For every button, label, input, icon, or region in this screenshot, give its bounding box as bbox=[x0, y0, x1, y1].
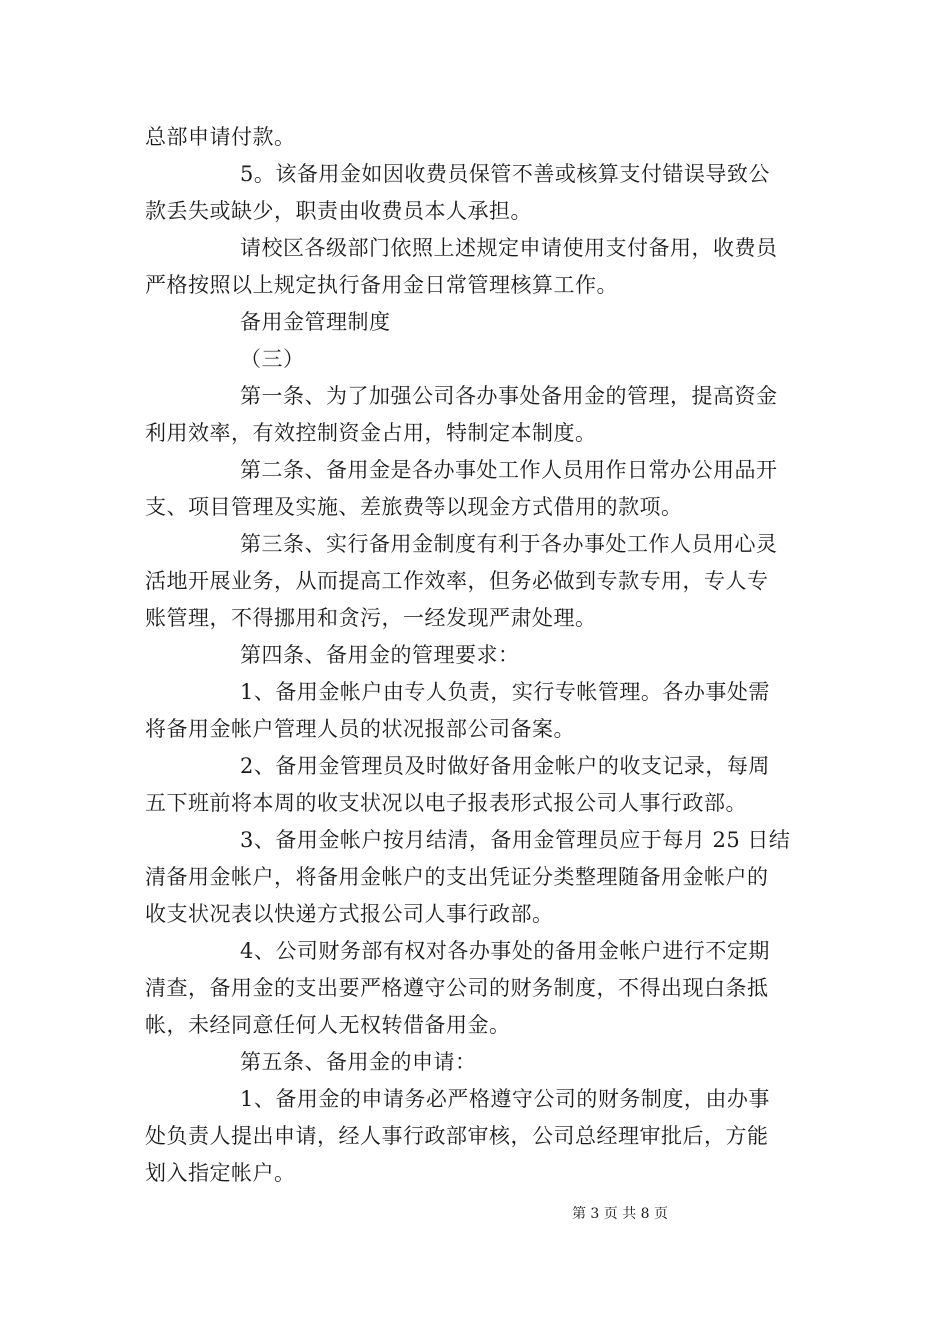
text-line: 第四条、备用金的管理要求： bbox=[240, 643, 520, 667]
page-number: 第 3 页 共 8 页 bbox=[571, 1206, 669, 1222]
text-line: 第三条、实行备用金制度有利于各办事处工作人员用心灵 bbox=[240, 532, 778, 556]
section-subtitle: （三） bbox=[240, 347, 305, 371]
text-line: 活地开展业务，从而提高工作效率，但务必做到专款专用，专人专 bbox=[145, 569, 769, 593]
section-title: 备用金管理制度 bbox=[240, 310, 391, 334]
text-line: 第一条、为了加强公司各办事处备用金的管理，提高资金 bbox=[240, 384, 778, 408]
text-line: 账管理，不得挪用和贪污，一经发现严肃处理。 bbox=[145, 606, 597, 630]
text-line: 请校区各级部门依照上述规定申请使用支付备用，收费员 bbox=[240, 236, 778, 260]
text-line: 1、备用金帐户由专人负责，实行专帐管理。各办事处需 bbox=[240, 680, 770, 704]
text-line: 收支状况表以快递方式报公司人事行政部。 bbox=[145, 902, 554, 926]
text-line: 2、备用金管理员及时做好备用金帐户的收支记录，每周 bbox=[240, 754, 770, 778]
text-line: 第二条、备用金是各办事处工作人员用作日常办公用品开 bbox=[240, 458, 778, 482]
text-line: 1、备用金的申请务必严格遵守公司的财务制度，由办事 bbox=[240, 1087, 770, 1111]
text-line: 款丢失或缺少，职责由收费员本人承担。 bbox=[145, 199, 532, 223]
text-line: 清查，备用金的支出要严格遵守公司的财务制度，不得出现白条抵 bbox=[145, 976, 769, 1000]
text-line: 划入指定帐户。 bbox=[145, 1161, 296, 1185]
text-line: 第五条、备用金的申请： bbox=[240, 1050, 477, 1074]
text-line: 清备用金帐户，将备用金帐户的支出凭证分类整理随备用金帐户的 bbox=[145, 865, 769, 889]
text-line: 5。该备用金如因收费员保管不善或核算支付错误导致公 bbox=[240, 162, 770, 186]
text-line: 严格按照以上规定执行备用金日常管理核算工作。 bbox=[145, 273, 618, 297]
text-line: 4、公司财务部有权对各办事处的备用金帐户进行不定期 bbox=[240, 939, 770, 963]
text-line: 帐，未经同意任何人无权转借备用金。 bbox=[145, 1013, 511, 1037]
text-line: 利用效率，有效控制资金占用，特制定本制度。 bbox=[145, 421, 597, 445]
text-line: 支、项目管理及实施、差旅费等以现金方式借用的款项。 bbox=[145, 495, 683, 519]
text-line: 将备用金帐户管理人员的状况报部公司备案。 bbox=[145, 717, 575, 741]
text-line: 3、备用金帐户按月结清，备用金管理员应于每月 25 日结 bbox=[240, 828, 791, 852]
text-line: 五下班前将本周的收支状况以电子报表形式报公司人事行政部。 bbox=[145, 791, 747, 815]
text-line: 处负责人提出申请，经人事行政部审核，公司总经理审批后，方能 bbox=[145, 1124, 769, 1148]
text-line: 总部申请付款。 bbox=[145, 125, 296, 149]
